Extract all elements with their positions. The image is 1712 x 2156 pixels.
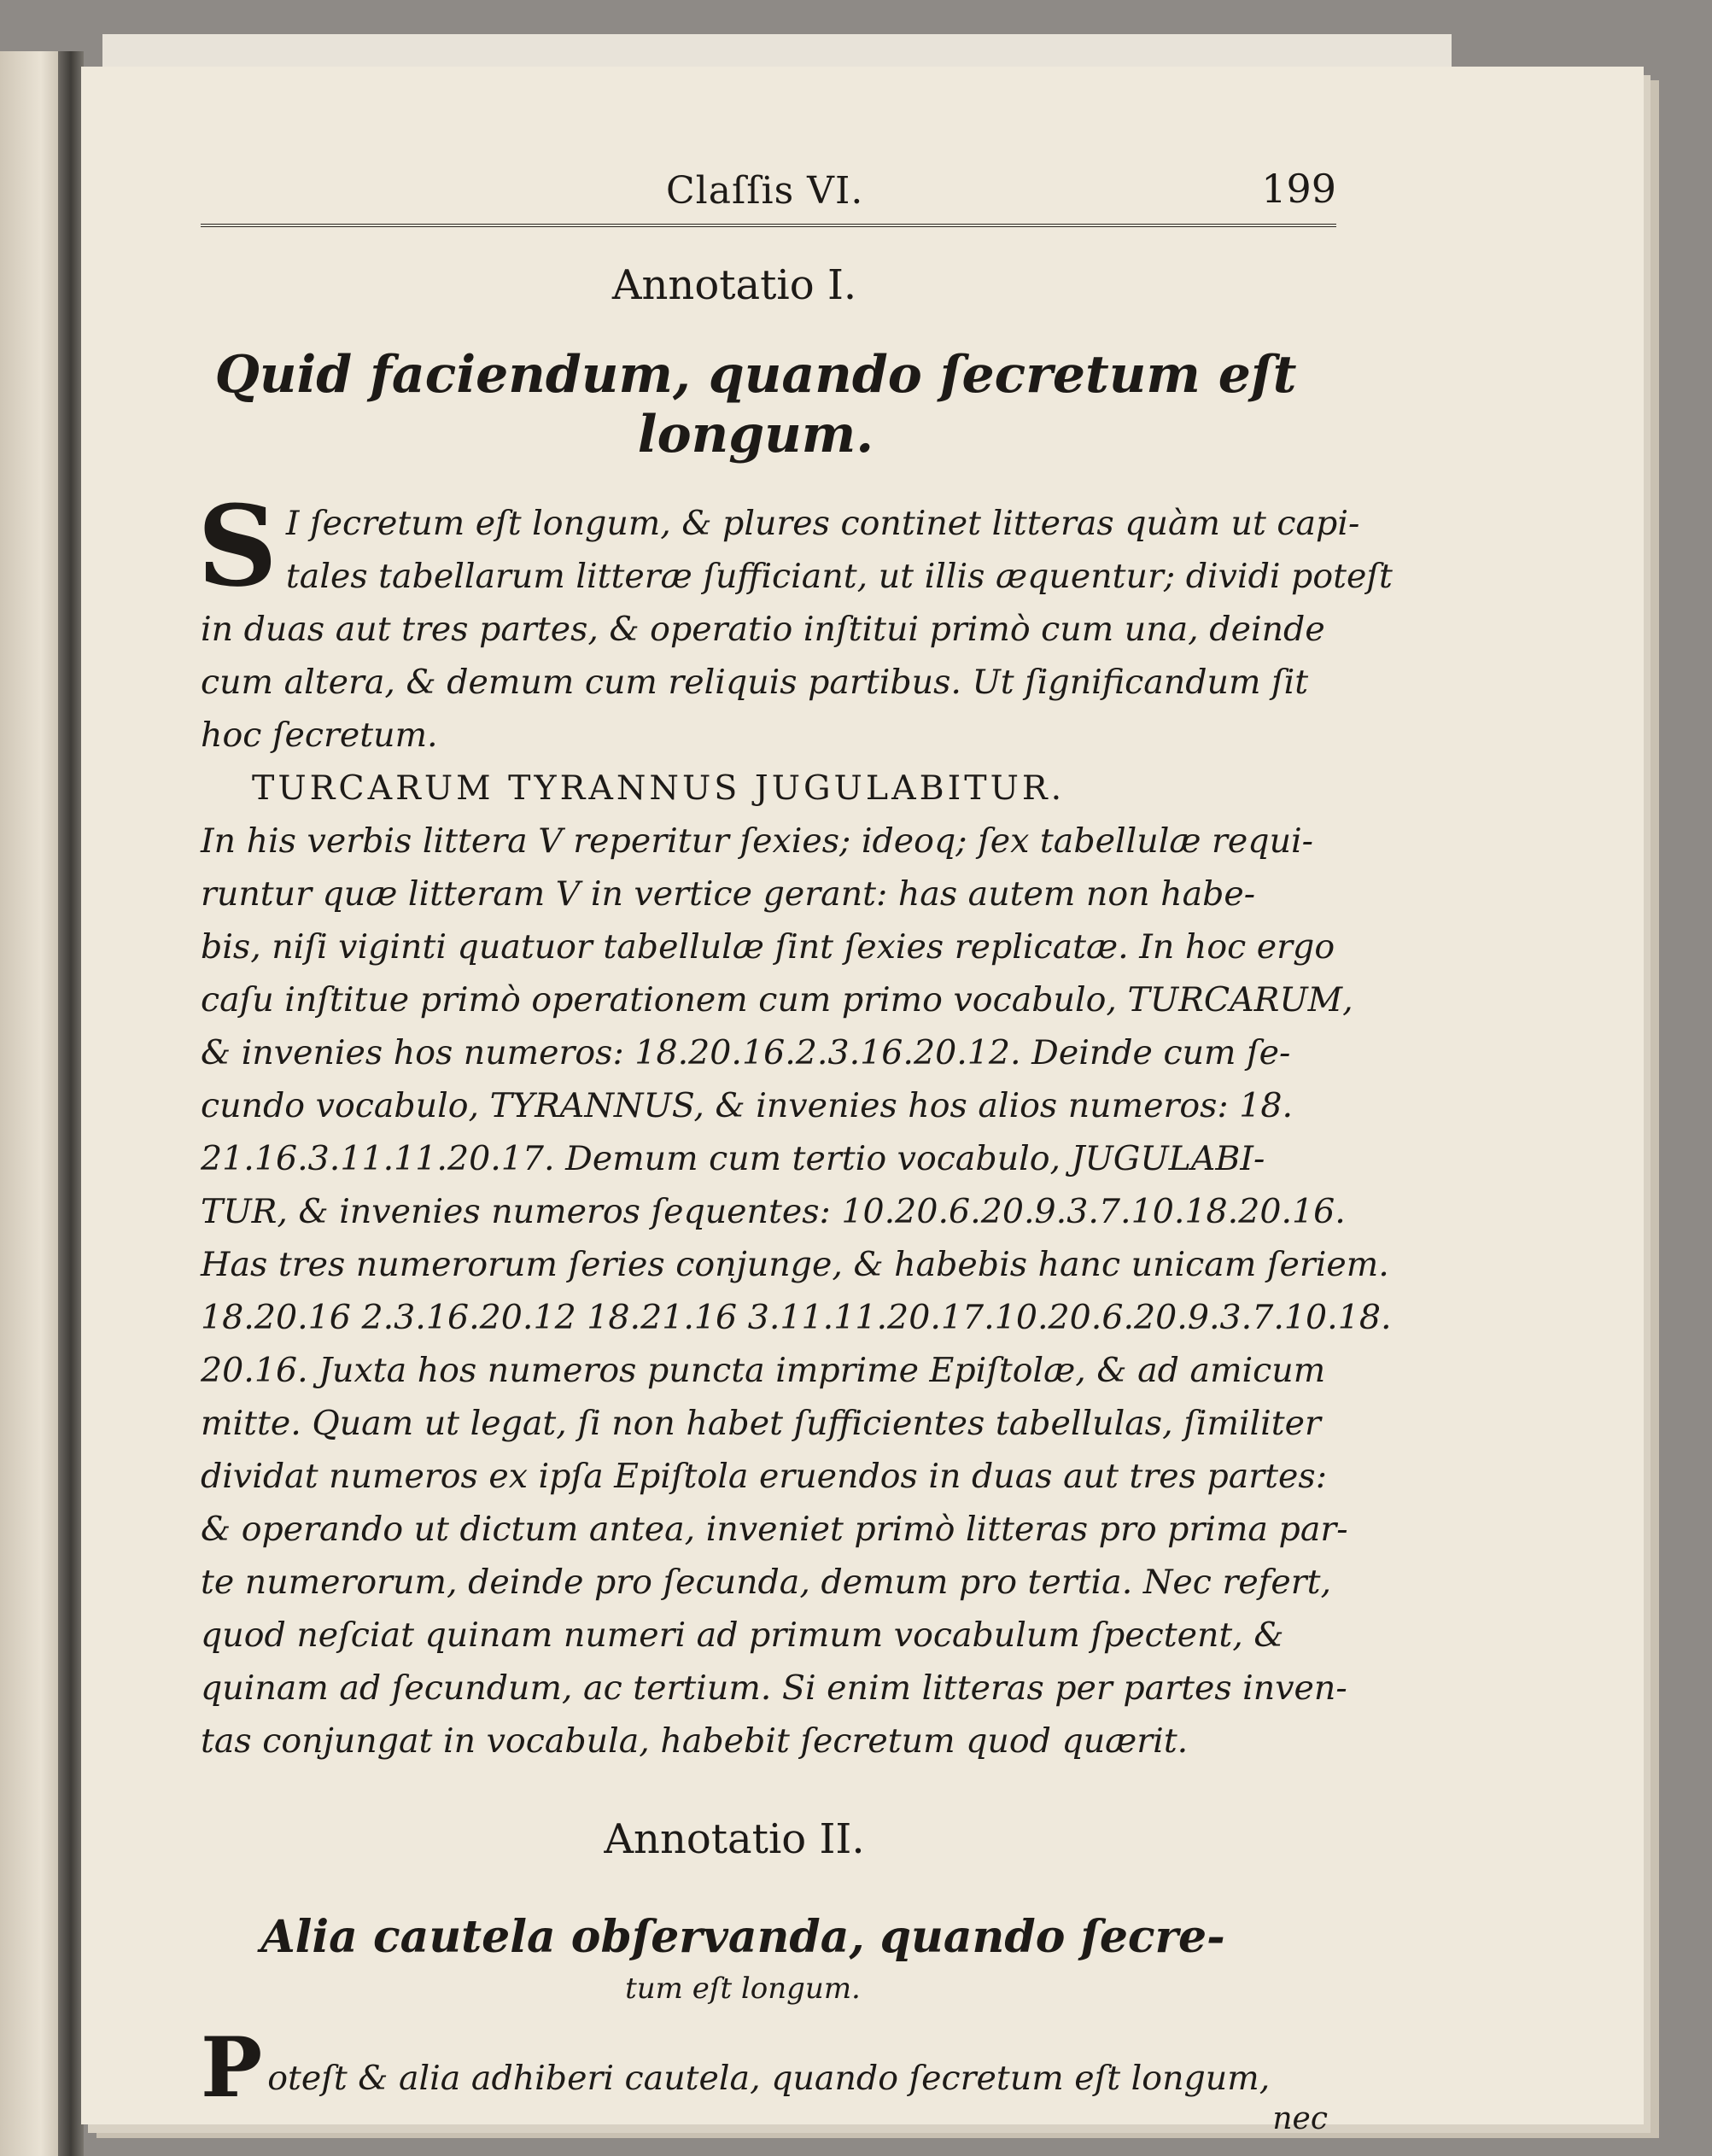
annotation-1-heading: Quid faciendum, quando ſecretum eſt longum. xyxy=(214,345,1297,465)
text-line: TUR, & invenies numeros ſequentes: 10.20.6.20.9.3.7.10.18.20.16. xyxy=(201,1192,1346,1231)
text-line: & operando ut dictum antea, inveniet primò litteras pro prima par- xyxy=(201,1510,1348,1549)
text-line: in duas aut tres partes, & operatio inſtitui primò cum una, deinde xyxy=(201,610,1325,649)
text-line: Has tres numerorum ſeries conjunge, & habebis hanc unicam ſeriem. xyxy=(201,1245,1389,1284)
text-line: In his verbis littera V reperitur ſexies; ideoq; ſex tabellulæ requi- xyxy=(201,821,1313,861)
drop-cap: S xyxy=(197,481,278,611)
cipher-example-line: TURCARUM TYRANNUS JUGULABITUR. xyxy=(252,768,1066,808)
text-line: 18.20.16 2.3.16.20.12 18.21.16 3.11.11.20.17.10.20.6.20.9.3.7.10.18. xyxy=(201,1298,1392,1337)
text-line: quinam ad ſecundum, ac tertium. Si enim litteras per partes inven- xyxy=(201,1668,1347,1708)
text-line: I ſecretum eſt longum, & plures continet litteras quàm ut capi- xyxy=(285,504,1360,543)
running-header xyxy=(201,162,1336,227)
page-number: 199 xyxy=(1261,166,1336,212)
annotation-2-label: Annotatio II. xyxy=(604,1815,865,1863)
text-line: cundo vocabulo, TYRANNUS, & invenies hos alios numeros: 18. xyxy=(201,1086,1294,1125)
annotation-2-heading: Alia cautela obſervanda, quando ſecre- xyxy=(260,1911,1225,1963)
text-line: dividat numeros ex ipſa Epiſtola eruendos in duas aut tres partes: xyxy=(201,1457,1328,1496)
text-line: runtur quæ litteram V in vertice gerant: has autem non habe- xyxy=(201,874,1256,914)
text-line: quod neſciat quinam numeri ad primum vocabulum ſpectent, & xyxy=(201,1616,1284,1655)
text-line: te numerorum, deinde pro ſecunda, demum pro tertia. Nec refert, xyxy=(201,1563,1332,1602)
text-line: cum altera, & demum cum reliquis partibus. Ut ſignificandum ſit xyxy=(201,663,1309,702)
page-content xyxy=(197,162,1393,2136)
text-line: oteſt & alia adhiberi cautela, quando ſecretum eſt longum, xyxy=(267,2059,1271,2098)
text-line: 21.16.3.11.11.20.17. Demum cum tertio vocabulo, JUGULABI- xyxy=(201,1139,1265,1178)
text-line: & invenies hos numeros: 18.20.16.2.3.16.20.12. Deinde cum ſe- xyxy=(201,1033,1291,1072)
drop-cap: P xyxy=(201,2019,263,2116)
annotation-1-text xyxy=(197,481,1393,1767)
running-title: Claſſis VI. xyxy=(666,169,864,213)
text-line: tales tabellarum litteræ ſufficiant, ut illis æquentur; dividi poteſt xyxy=(285,557,1393,596)
text-line: mitte. Quam ut legat, ſi non habet ſufficientes tabellulas, ſimiliter xyxy=(201,1404,1321,1443)
book-gutter xyxy=(58,51,84,2156)
text-line: caſu inſtitue primò operationem cum primo vocabulo, TURCARUM, xyxy=(201,980,1353,1020)
annotation-2-text xyxy=(201,2019,1336,2116)
text-line: hoc ſecretum. xyxy=(201,716,438,755)
text-line: bis, niſi viginti quatuor tabellulæ ſint ſexies replicatæ. In hoc ergo xyxy=(201,927,1335,967)
text-line: tas conjungat in vocabula, habebit ſecretum quod quærit. xyxy=(201,1721,1189,1761)
text-line: 20.16. Juxta hos numeros puncta imprime Epiſtolæ, & ad amicum xyxy=(201,1351,1326,1390)
catchword: nec xyxy=(1272,2101,1328,2136)
annotation-2-heading-cont: tum eſt longum. xyxy=(625,1972,861,2006)
annotation-1-label: Annotatio I. xyxy=(611,261,857,309)
